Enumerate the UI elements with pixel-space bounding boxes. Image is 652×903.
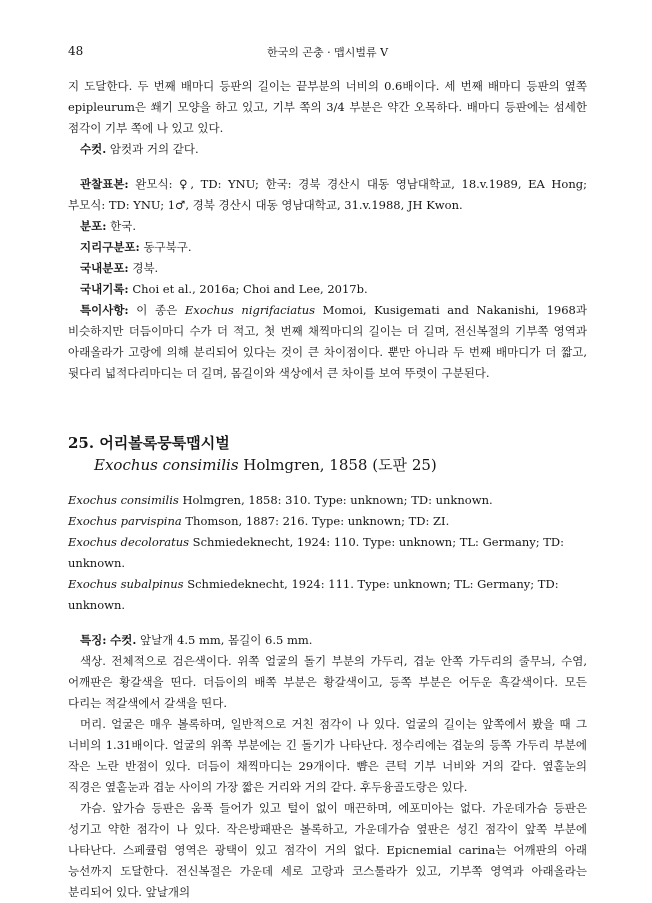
- male-text: 암컷과 거의 같다.: [106, 142, 199, 156]
- synonym-rest: Holmgren, 1858: 310. Type: unknown; TD: unknown.: [178, 493, 493, 507]
- feature-label: 특징:: [80, 633, 107, 647]
- synonym-entry: [68, 490, 587, 511]
- spacer: [68, 384, 587, 432]
- species-heading: [68, 432, 587, 476]
- description-color: 색상. 전체적으로 검은색이다. 위쪽 얼굴의 돌기 부분의 가두리, 겹눈 안쪽 가두리의 줄무늬, 수염, 어깨판은 황갈색을 띤다. 더듬이의 배쪽 부분은 황갈색이고, 등쪽 부분은 어두운 흑갈색이다. 모든 다리는 적갈색에서 갈색을 띤다.: [68, 654, 587, 710]
- species-scientific-name: [68, 454, 587, 476]
- spacer: [68, 160, 587, 174]
- distribution-text: 한국.: [106, 219, 136, 233]
- running-title: 한국의 곤충 · 맵시벌류 V: [266, 46, 389, 59]
- synonym-name: Exochus subalpinus: [68, 577, 184, 591]
- distribution-label: 분포:: [80, 219, 107, 233]
- male-label: 수컷.: [80, 142, 107, 156]
- feature-size: [68, 630, 587, 651]
- species-number-title: 25. 어리볼록뭉툭맵시벌: [68, 434, 230, 452]
- synonym-rest: Schmiedeknecht, 1924: 110. Type: unknown; TL: Germany; TD: unknown.: [68, 535, 565, 570]
- remarks-post: Momoi, Kusigemati and Nakanishi, 1968과 비슷하지만 더듬이마디 수가 더 적고, 첫 번째 채찍마디의 길이는 더 길며, 전신복절의 기부쪽 영역과 아래올라가 고랑에 의해 분리되어 있다는 것이 큰 차이점이다. 뿐만 아니라 두 번째 배마디가 더 짧고, 뒷다리 넓적다리마디는 더 길며, 몸길이와 색상에서 큰 차이를 보여 뚜렷이 구분된다.: [68, 303, 587, 380]
- domestic-distribution: [68, 258, 587, 279]
- record-text: Choi et al., 2016a; Choi and Lee, 2017b.: [128, 282, 368, 296]
- domestic-text: 경북.: [128, 261, 159, 275]
- synonym-name: Exochus parvispina: [68, 514, 182, 528]
- remarks-label: 특이사항:: [80, 303, 129, 317]
- examined-specimens: [68, 174, 587, 216]
- page-body: [68, 76, 587, 903]
- record-label: 국내기록:: [80, 282, 129, 296]
- genus-species: Exochus consimilis: [94, 456, 239, 474]
- feature-male-label: 수컷.: [110, 633, 137, 647]
- size-text: 앞날개 4.5 mm, 몸길이 6.5 mm.: [136, 633, 313, 647]
- synonym-name: Exochus consimilis: [68, 493, 179, 507]
- remarks-pre: 이 종은: [128, 303, 185, 317]
- species-author: Holmgren, 1858 (도판 25): [238, 456, 437, 474]
- synonym-rest: Thomson, 1887: 216. Type: unknown; TD: ZI.: [181, 514, 450, 528]
- intro-male-note: [68, 139, 587, 160]
- synonym-entry: [68, 532, 587, 574]
- region-label: 지리구분포:: [80, 240, 140, 254]
- distribution: [68, 216, 587, 237]
- region-text: 동구북구.: [139, 240, 192, 254]
- synonym-entry: [68, 574, 587, 616]
- remarks-species: Exochus nigrifaciatus: [184, 303, 316, 317]
- domestic-record: [68, 279, 587, 300]
- synonym-rest: Schmiedeknecht, 1924: 111. Type: unknown; TL: Germany; TD: unknown.: [68, 577, 559, 612]
- examined-text: 완모식: ♀, TD: YNU; 한국: 경북 경산시 대동 영남대학교, 18.v.1989, EA Hong; 부모식: TD: YNU; 1♂, 경북 경산시 대동 영남대학교, 31.v.1988, JH Kwon.: [68, 177, 587, 212]
- examined-label: 관찰표본:: [80, 177, 129, 191]
- remarks: [68, 300, 587, 384]
- description-head: 머리. 얼굴은 매우 볼록하며, 일반적으로 거친 점각이 나 있다. 얼굴의 길이는 앞쪽에서 봤을 때 그 너비의 1.31배이다. 얼굴의 위쪽 부분에는 긴 돌기가 나타난다. 정수리에는 겹눈의 등쪽 가두리 부분에 작은 노란 반점이 있다. 더듬이 채찍마디는 29개이다. 뺨은 큰턱 기부 너비와 거의 같다. 옆홑눈의 직경은 옆홑눈과 겹눈 사이의 가장 짧은 거리와 거의 같다. 후두융골도랑은 있다.: [68, 717, 587, 794]
- synonym-entry: [68, 511, 587, 532]
- synonym-name: Exochus decoloratus: [68, 535, 190, 549]
- page-header: [68, 44, 587, 60]
- intro-paragraph: 지 도달한다. 두 번째 배마디 등판의 길이는 끝부분의 너비의 0.6배이다. 세 번째 배마디 등판의 옆쪽 epipleurum은 쐐기 모양을 하고 있고, 기부 쪽의 3/4 부분은 약간 오목하다. 배마디 등판에는 섬세한 점각이 기부 쪽에 나 있고 있다.: [68, 79, 587, 135]
- spacer: [68, 476, 587, 490]
- description-thorax: 가슴. 앞가슴 등판은 움푹 들어가 있고 털이 없이 매끈하며, 에포미아는 없다. 가운데가슴 등판은 성기고 약한 점각이 나 있다. 작은방패판은 볼록하고, 가운데가슴 옆판은 성긴 점각이 앞쪽 부분에 나타난다. 스페큘럼 영역은 광택이 있고 점각이 거의 없다. Epicnemial carina는 어깨판의 아래 능선까지 도달한다. 전신복절은 가운데 세로 고랑과 코스툴라가 있고, 기부쪽 영역과 아래올라는 분리되어 있다. 앞날개의: [68, 801, 587, 899]
- page-number: 48: [68, 44, 84, 58]
- region-distribution: [68, 237, 587, 258]
- domestic-label: 국내분포:: [80, 261, 129, 275]
- spacer: [68, 616, 587, 630]
